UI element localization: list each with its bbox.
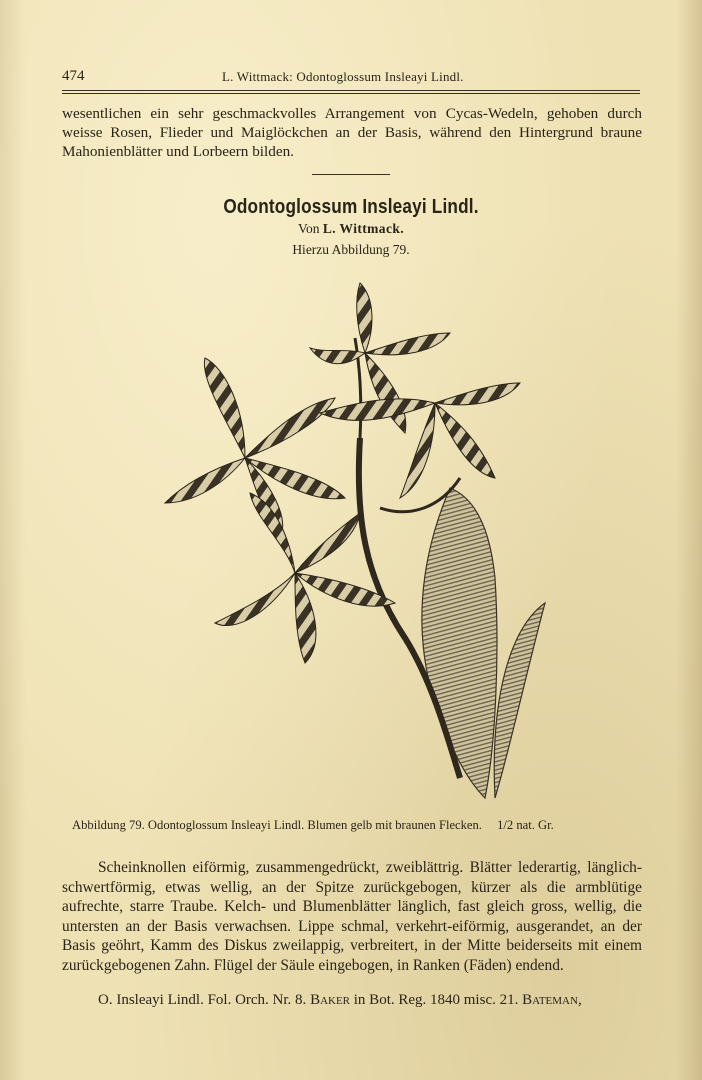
reference-author: Bateman, [522,992,582,1008]
orchid-illustration [150,278,560,808]
byline [0,221,702,237]
reference-part: O. Insleayi Lindl. Fol. Orch. Nr. 8. [98,992,307,1008]
orchid-flower [320,383,520,498]
author-name: L. Wittmack. [322,221,405,236]
reference-line [98,992,642,1009]
page-number: 474 [62,68,85,84]
body-paragraph: Scheinknollen eiförmig, zusammengedrückt, zweiblättrig. Blätter lederartig, länglich-schwertförmig, etwas wellig, an der Spitze zurückgebogen, kürzer als die armblütige aufrechte, starre Traube. Kelch- und Blumenblätter länglich, fast gleich gross, wellig, die untersten an der Basis verwachsen. Lippe schmal, verkehrt-eiförmig, ausgerandet, an der Basis geöhrt, Kamm des Diskus zweilappig, verbreitert, in der Mitte beiderseits mit einem zurückgebogenen Zahn. Flügel der Säule eingebogen, in Ranken (Fäden) endend. [62,859,642,974]
orchid-flower [215,493,395,663]
section-divider [312,174,390,175]
figure-reference-note: Hierzu Abbildung 79. [292,242,410,257]
figure-caption [72,818,652,833]
leaf [422,488,497,798]
byline-prefix: Von [297,221,320,236]
caption-scale: 1/2 nat. Gr. [497,818,554,832]
running-header [62,66,640,91]
intro-paragraph: wesentlichen ein sehr geschmackvolles Arrangement von Cycas-Wedeln, gehoben durch weisse Rosen, Flieder und Maiglöckchen an der Basis, während den Hintergrund braune Mahonienblätter und Lorbeern bilden. [62,105,642,160]
article-title: Odontoglossum Insleayi Lindl. [223,196,479,218]
leaf [494,603,545,798]
orchid-flower [165,358,345,538]
running-head-title: L. Wittmack: Odontoglossum Insleayi Lindl. [222,69,464,84]
caption-label: Abbildung 79. [72,818,145,832]
reference-part: in Bot. Reg. 1840 misc. 21. [353,992,519,1008]
caption-text: Odontoglossum Insleayi Lindl. Blumen gelb mit braunen Flecken. [147,818,482,832]
reference-author: Baker [310,992,351,1008]
